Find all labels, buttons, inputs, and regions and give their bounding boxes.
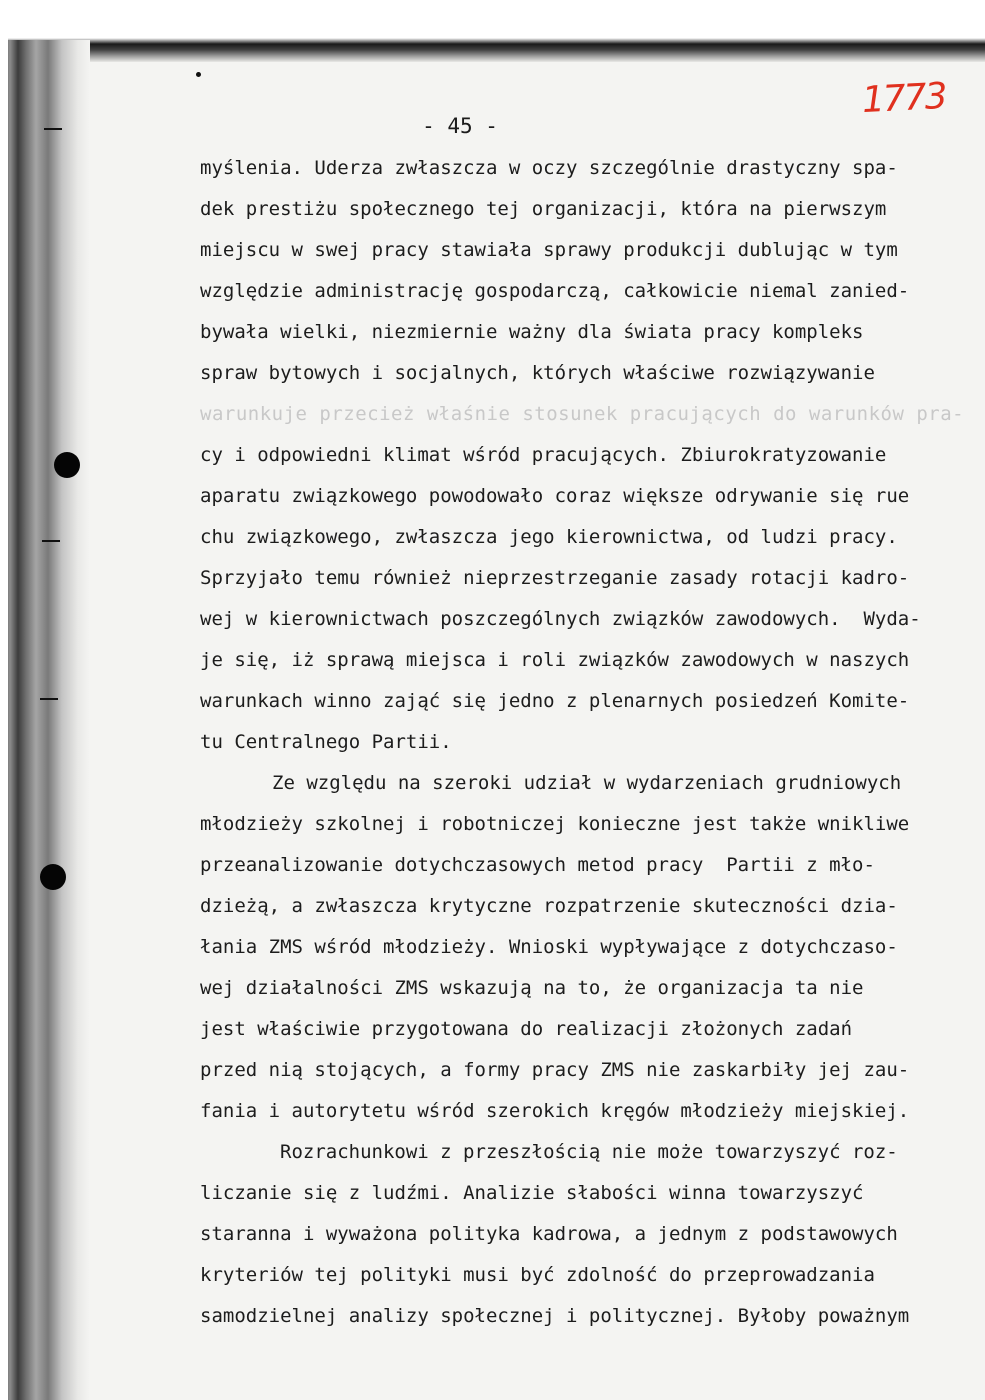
text-line: cy i odpowiedni klimat wśród pracujących. Zbiurokratyzowanie (200, 444, 887, 466)
text-line: łania ZMS wśród młodzieży. Wnioski wypływające z dotychczaso- (200, 936, 898, 958)
paragraph-start-line: Ze względu na szeroki udział w wydarzeniach grudniowych (272, 772, 902, 794)
margin-dot (196, 72, 201, 77)
text-line: aparatu związkowego powodowało coraz większe odrywanie się rue (200, 485, 910, 507)
text-line: tu Centralnego Partii. (200, 731, 452, 753)
scan-shadow-left (0, 40, 90, 1400)
document-body (200, 148, 980, 1337)
page-number: - 45 - (422, 114, 498, 138)
text-line: staranna i wyważona polityka kadrowa, a jednym z podstawowych (200, 1223, 898, 1245)
text-line: liczanie się z ludźmi. Analizie słabości winna towarzyszyć (200, 1182, 864, 1204)
text-line: fania i autorytetu wśród szerokich kręgów młodzieży miejskiej. (200, 1100, 910, 1122)
text-line: wej działalności ZMS wskazują na to, że organizacja ta nie (200, 977, 864, 999)
paragraph-start-line: Rozrachunkowi z przeszłością nie może towarzyszyć roz- (280, 1141, 898, 1163)
text-line: młodzieży szkolnej i robotniczej konieczne jest także wnikliwe (200, 813, 910, 835)
text-line: warunkach winno zająć się jedno z plenarnych posiedzeń Komite- (200, 690, 910, 712)
scan-border-left (0, 0, 8, 1400)
text-line: wej w kierownictwach poszczególnych związków zawodowych. Wyda- (200, 608, 921, 630)
text-line: myślenia. Uderza zwłaszcza w oczy szczególnie drastyczny spa- (200, 157, 898, 179)
text-line: samodzielnej analizy społecznej i politycznej. Byłoby poważnym (200, 1305, 910, 1327)
faded-text-line: warunkuje przecież właśnie stosunek pracujących do warunków pra- (200, 403, 965, 425)
text-line: miejscu w swej pracy stawiała sprawy produkcji dublując w tym (200, 239, 898, 261)
text-line: chu związkowego, zwłaszcza jego kierownictwa, od ludzi pracy. (200, 526, 898, 548)
margin-mark (42, 540, 60, 542)
text-line: spraw bytowych i socjalnych, których właściwe rozwiązywanie (200, 362, 875, 384)
punch-hole (40, 864, 66, 890)
text-line: jest właściwie przygotowana do realizacji złożonych zadań (200, 1018, 853, 1040)
text-line: kryteriów tej polityki musi być zdolność do przeprowadzania (200, 1264, 875, 1286)
archive-number: 1773 (860, 75, 947, 122)
scan-shadow-top (0, 0, 985, 62)
punch-hole (54, 452, 80, 478)
margin-mark (40, 698, 58, 700)
text-line: dzieżą, a zwłaszcza krytyczne rozpatrzenie skuteczności dzia- (200, 895, 898, 917)
text-line: bywała wielki, niezmiernie ważny dla świata pracy kompleks (200, 321, 864, 343)
text-line: przeanalizowanie dotychczasowych metod pracy Partii z mło- (200, 854, 875, 876)
text-line: dek prestiżu społecznego tej organizacji, która na pierwszym (200, 198, 887, 220)
text-line: Sprzyjało temu również nieprzestrzeganie zasady rotacji kadro- (200, 567, 910, 589)
text-line: je się, iż sprawą miejsca i roli związków zawodowych w naszych (200, 649, 910, 671)
text-line: względzie administrację gospodarczą, całkowicie niemal zanied- (200, 280, 910, 302)
text-line: przed nią stojących, a formy pracy ZMS nie zaskarbiły jej zau- (200, 1059, 910, 1081)
